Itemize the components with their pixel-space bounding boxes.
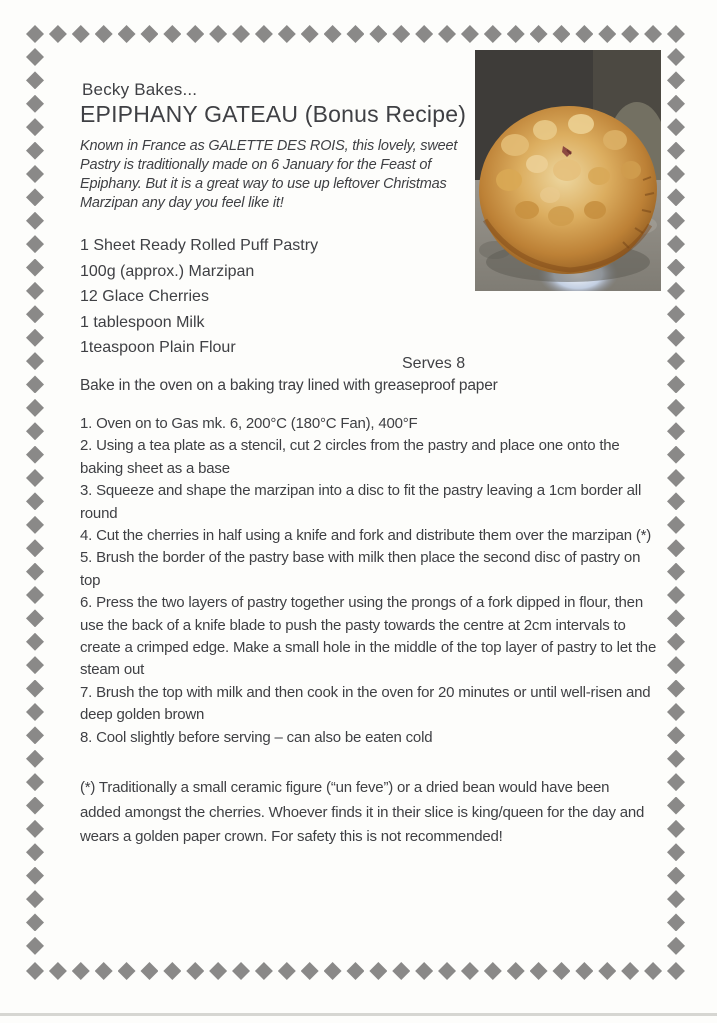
diamond-icon (163, 962, 181, 980)
diamond-icon (186, 25, 204, 43)
ingredient-item: 100g (approx.) Marzipan (80, 262, 255, 280)
diamond-icon (667, 539, 685, 557)
diamond-icon (255, 962, 273, 980)
ingredient-item: 12 Glace Cherries (80, 288, 209, 305)
step-item: 4. Cut the cherries in half using a knife and fork and distribute them over the marzipan (*) (80, 527, 652, 545)
diamond-icon (26, 867, 44, 885)
diamond-icon (392, 25, 410, 43)
diamond-icon (484, 25, 502, 43)
diamond-icon (26, 142, 44, 160)
diamond-icon (186, 962, 204, 980)
diamond-icon (461, 962, 479, 980)
diamond-icon (415, 962, 433, 980)
ingredient-item: 1teaspoon Plain Flour (80, 339, 236, 356)
diamond-icon (667, 235, 685, 253)
diamond-icon (369, 962, 387, 980)
diamond-icon (95, 962, 113, 980)
diamond-icon (667, 95, 685, 113)
diamond-icon (667, 188, 685, 206)
diamond-icon (461, 25, 479, 43)
diamond-icon (26, 469, 44, 487)
diamond-icon (667, 633, 685, 651)
diamond-icon (484, 962, 502, 980)
diamond-icon (26, 609, 44, 627)
scanner-edge-artifact (0, 1013, 717, 1016)
diamond-icon (667, 375, 685, 393)
diamond-icon (667, 797, 685, 815)
diamond-icon (26, 399, 44, 417)
diamond-border-left (26, 48, 44, 955)
diamond-icon (140, 962, 158, 980)
method-steps (80, 413, 658, 749)
ingredient-item: 1 tablespoon Milk (80, 313, 205, 331)
diamond-icon (552, 962, 570, 980)
footnote: (*) Traditionally a small ceramic figure (“un feve”) or a dried bean would have been added amongst the cherries. Whoever finds it in their slice is king/queen for the day and wears a golden paper crown. For safety this is not recommended! (80, 779, 645, 846)
diamond-icon (438, 25, 456, 43)
diamond-icon (667, 118, 685, 136)
diamond-icon (575, 25, 593, 43)
diamond-icon (667, 282, 685, 300)
diamond-icon (26, 913, 44, 931)
diamond-icon (507, 25, 525, 43)
diamond-icon (163, 25, 181, 43)
diamond-icon (667, 703, 685, 721)
diamond-icon (415, 25, 433, 43)
diamond-icon (26, 750, 44, 768)
diamond-icon (26, 633, 44, 651)
diamond-icon (667, 399, 685, 417)
recipe-title: EPIPHANY GATEAU (Bonus Recipe) (80, 101, 467, 127)
diamond-icon (667, 212, 685, 230)
diamond-icon (667, 937, 685, 955)
ingredients-list (80, 233, 318, 361)
diamond-icon (26, 352, 44, 370)
diamond-icon (644, 25, 662, 43)
diamond-icon (346, 25, 364, 43)
diamond-icon (26, 118, 44, 136)
diamond-icon (26, 563, 44, 581)
diamond-border-right (667, 48, 685, 955)
diamond-border-bottom (26, 962, 685, 980)
diamond-icon (26, 539, 44, 557)
step-item: 6. Press the two layers of pastry together using the prongs of a fork dipped in flour, then use the back of a knife blade to push the pasty towards the centre at 2cm intervals to create a crimped edge. Make a small hole in the middle of the top layer of pastry to let the steam out (80, 594, 657, 679)
diamond-icon (667, 563, 685, 581)
diamond-icon (49, 962, 67, 980)
diamond-icon (278, 25, 296, 43)
diamond-icon (667, 259, 685, 277)
diamond-icon (301, 962, 319, 980)
diamond-icon (49, 25, 67, 43)
diamond-icon (26, 95, 44, 113)
diamond-icon (575, 962, 593, 980)
diamond-icon (26, 188, 44, 206)
bake-note: Bake in the oven on a baking tray lined with greaseproof paper (80, 377, 498, 394)
diamond-icon (667, 422, 685, 440)
diamond-icon (26, 726, 44, 744)
diamond-icon (26, 586, 44, 604)
diamond-icon (667, 446, 685, 464)
diamond-icon (26, 235, 44, 253)
diamond-icon (667, 165, 685, 183)
step-item: 3. Squeeze and shape the marzipan into a disc to fit the pastry leaving a 1cm border all round (80, 482, 642, 522)
diamond-icon (26, 375, 44, 393)
diamond-icon (667, 820, 685, 838)
diamond-icon (26, 773, 44, 791)
diamond-icon (530, 25, 548, 43)
diamond-icon (667, 492, 685, 510)
diamond-icon (26, 305, 44, 323)
author-line: Becky Bakes... (82, 80, 198, 99)
diamond-icon (667, 867, 685, 885)
diamond-icon (507, 962, 525, 980)
diamond-icon (26, 843, 44, 861)
gateau-photo (475, 50, 661, 291)
diamond-icon (369, 25, 387, 43)
diamond-icon (209, 962, 227, 980)
diamond-icon (72, 25, 90, 43)
diamond-icon (26, 703, 44, 721)
diamond-icon (26, 212, 44, 230)
diamond-icon (26, 680, 44, 698)
diamond-icon (667, 609, 685, 627)
diamond-icon (324, 962, 342, 980)
diamond-icon (26, 820, 44, 838)
diamond-icon (438, 962, 456, 980)
diamond-icon (667, 890, 685, 908)
diamond-icon (644, 962, 662, 980)
diamond-icon (667, 843, 685, 861)
step-item: 7. Brush the top with milk and then cook in the oven for 20 minutes or until well-risen and deep golden brown (80, 683, 651, 724)
diamond-icon (95, 25, 113, 43)
diamond-icon (26, 492, 44, 510)
diamond-icon (118, 962, 136, 980)
diamond-icon (598, 25, 616, 43)
diamond-icon (530, 962, 548, 980)
diamond-icon (26, 329, 44, 347)
diamond-border-top (26, 25, 685, 43)
diamond-icon (232, 962, 250, 980)
diamond-icon (26, 656, 44, 674)
serves-line: Serves 8 (402, 355, 466, 372)
diamond-icon (552, 25, 570, 43)
step-item: 2. Using a tea plate as a stencil, cut 2 circles from the pastry and place one onto the baking sheet as a base (80, 437, 620, 477)
diamond-icon (346, 962, 364, 980)
diamond-icon (26, 890, 44, 908)
diamond-icon (26, 71, 44, 89)
step-item: 5. Brush the border of the pastry base with milk then place the second disc of pastry on top (80, 549, 641, 589)
diamond-icon (667, 656, 685, 674)
ingredient-item: 1 Sheet Ready Rolled Puff Pastry (80, 237, 319, 254)
diamond-icon (278, 962, 296, 980)
step-item: 1. Oven on to Gas mk. 6, 200°C (180°C Fan), 400°F (80, 415, 418, 432)
diamond-icon (598, 962, 616, 980)
diamond-icon (26, 422, 44, 440)
diamond-icon (26, 165, 44, 183)
diamond-icon (667, 25, 685, 43)
diamond-icon (667, 48, 685, 66)
diamond-icon (667, 680, 685, 698)
diamond-icon (667, 962, 685, 980)
diamond-icon (667, 469, 685, 487)
diamond-icon (667, 773, 685, 791)
diamond-icon (667, 305, 685, 323)
step-item: 8. Cool slightly before serving – can also be eaten cold (80, 728, 433, 746)
diamond-icon (667, 913, 685, 931)
diamond-icon (26, 797, 44, 815)
diamond-icon (667, 726, 685, 744)
diamond-icon (255, 25, 273, 43)
diamond-icon (621, 962, 639, 980)
diamond-icon (72, 962, 90, 980)
diamond-icon (667, 329, 685, 347)
diamond-icon (26, 259, 44, 277)
diamond-icon (667, 586, 685, 604)
diamond-icon (209, 25, 227, 43)
diamond-icon (140, 25, 158, 43)
diamond-icon (26, 962, 44, 980)
diamond-icon (667, 71, 685, 89)
diamond-icon (26, 25, 44, 43)
diamond-icon (324, 25, 342, 43)
diamond-icon (667, 750, 685, 768)
diamond-icon (26, 516, 44, 534)
diamond-icon (301, 25, 319, 43)
diamond-icon (667, 352, 685, 370)
diamond-icon (667, 516, 685, 534)
diamond-icon (118, 25, 136, 43)
recipe-intro: Known in France as GALETTE DES ROIS, this lovely, sweet Pastry is traditionally made on 6 January for the Feast of Epiphany. But it is a great way to use up leftover Christmas Marzipan any day you feel like it! (80, 138, 458, 211)
diamond-icon (621, 25, 639, 43)
gateau-photo-illustration (475, 50, 661, 291)
diamond-icon (667, 142, 685, 160)
diamond-icon (232, 25, 250, 43)
diamond-icon (26, 282, 44, 300)
diamond-icon (26, 446, 44, 464)
diamond-icon (26, 48, 44, 66)
diamond-icon (392, 962, 410, 980)
diamond-icon (26, 937, 44, 955)
